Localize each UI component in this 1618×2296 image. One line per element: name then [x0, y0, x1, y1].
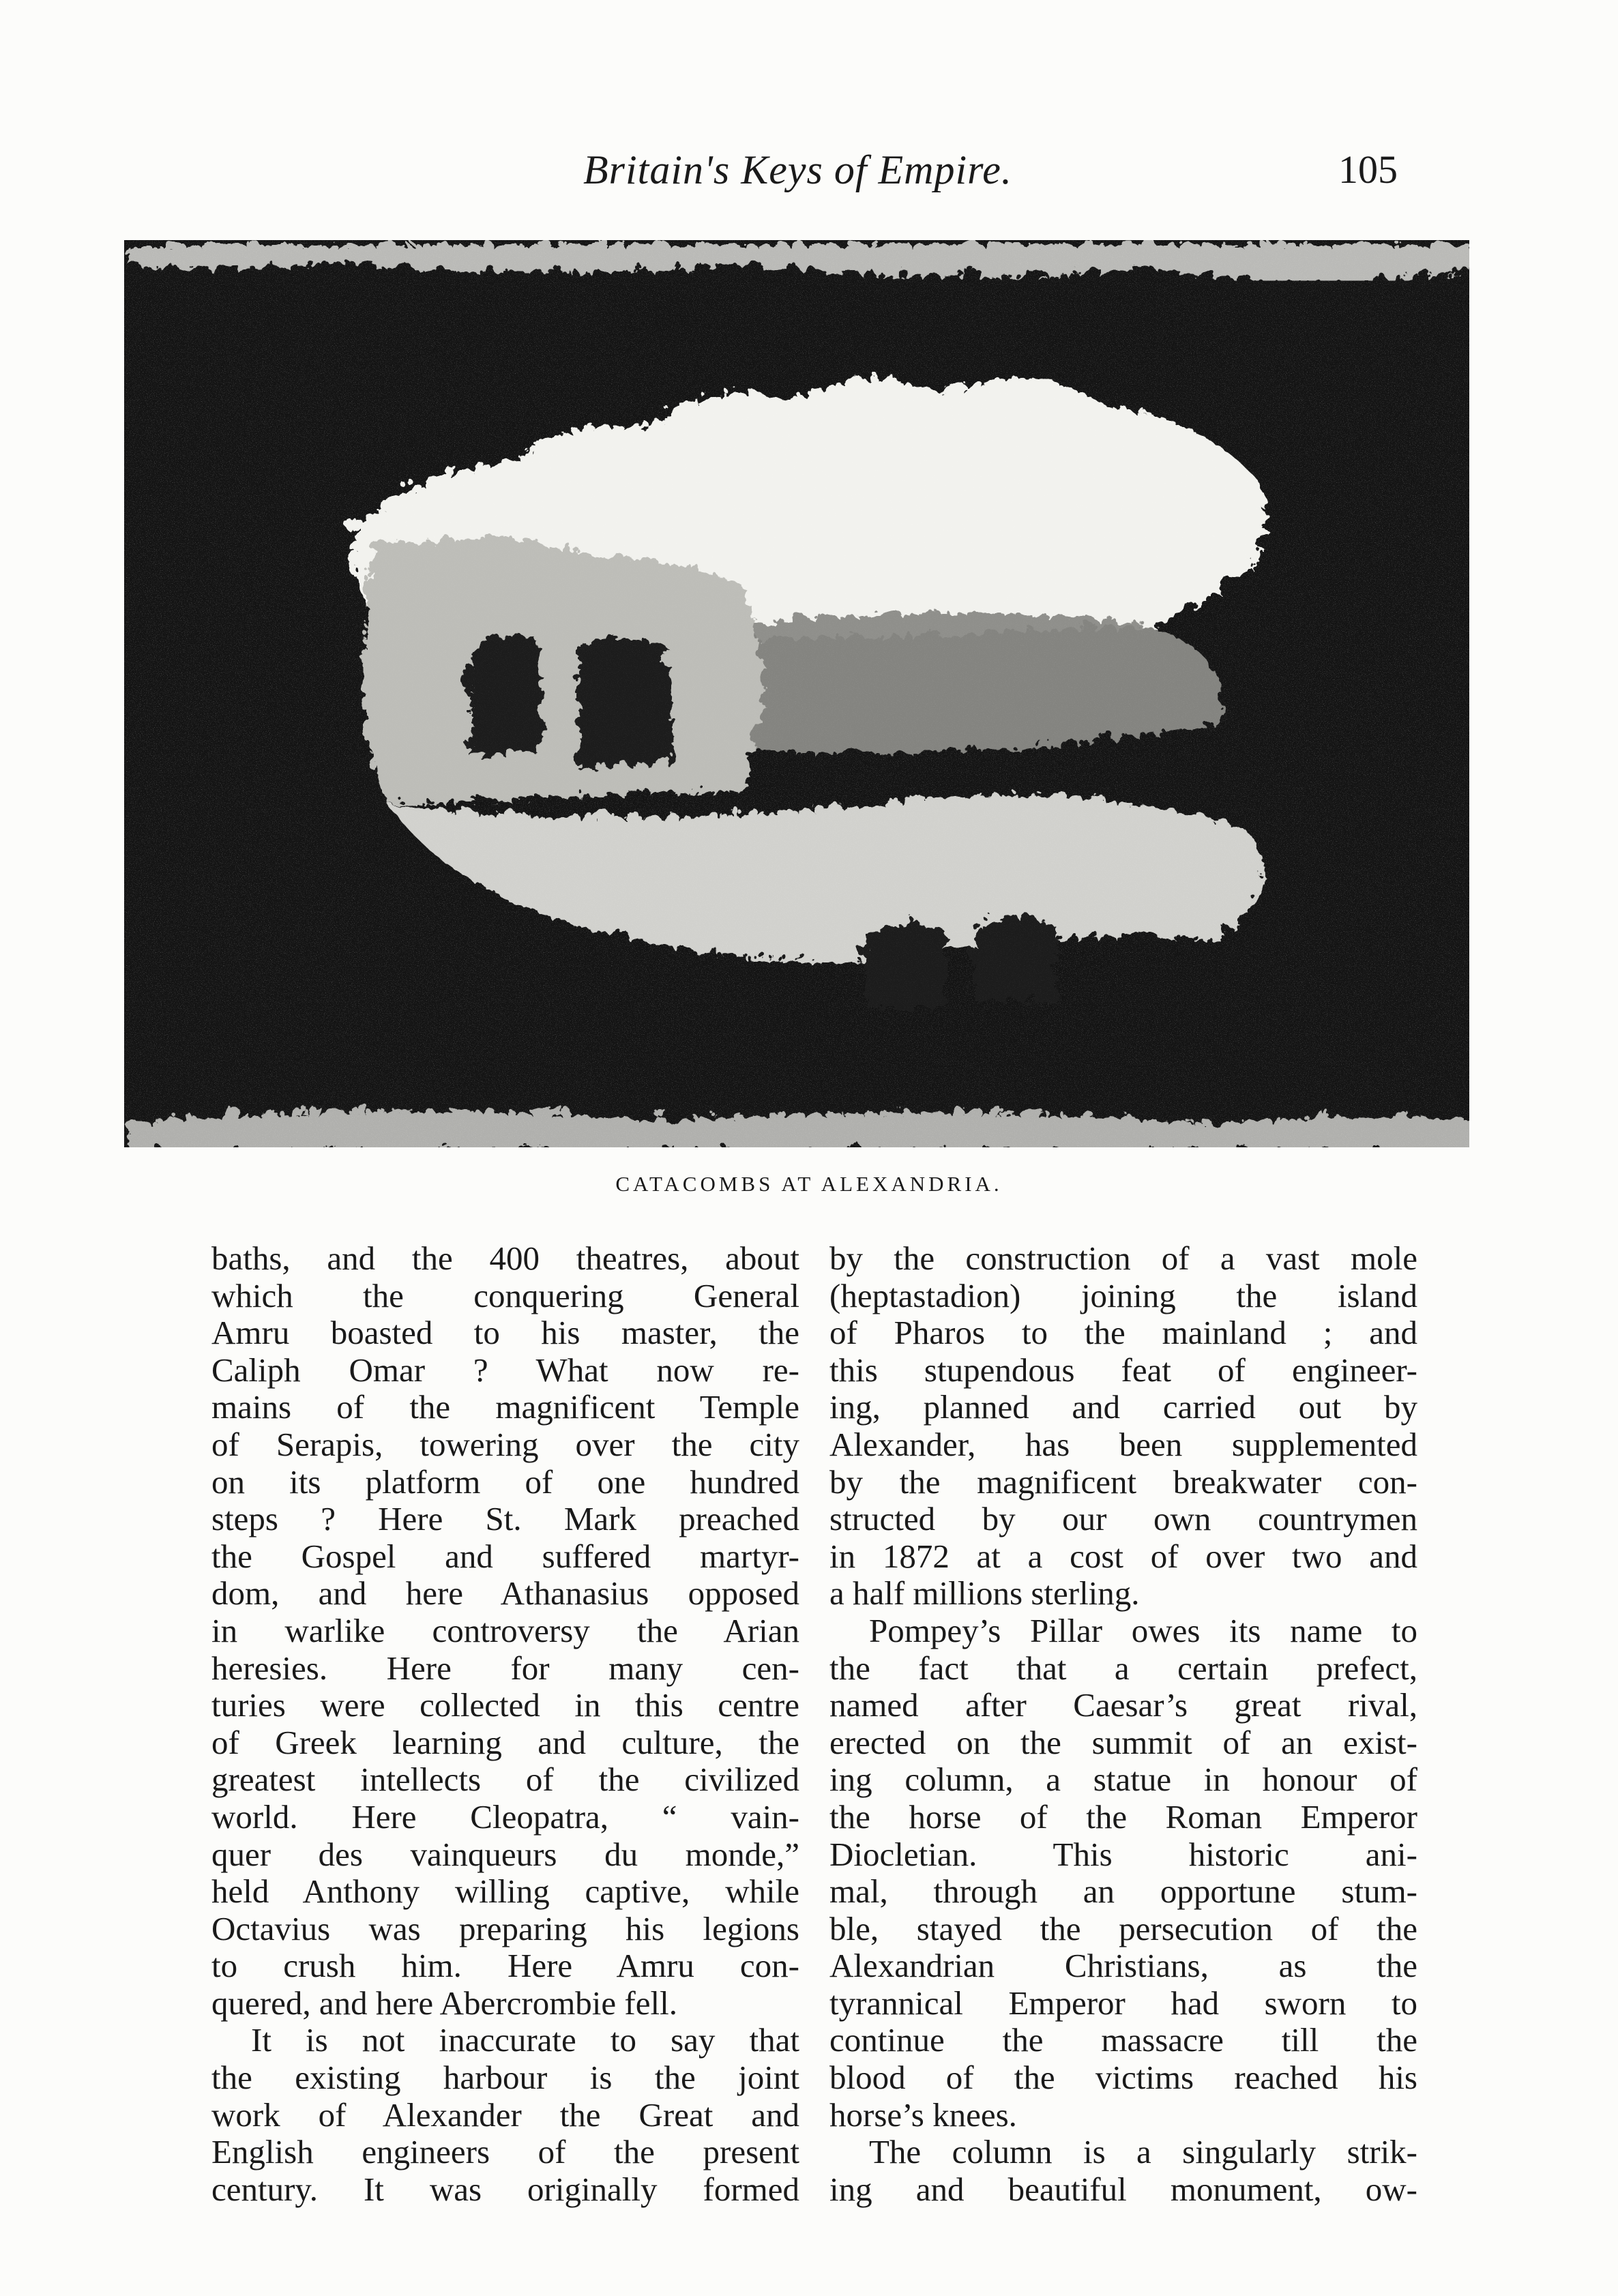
text-line: Amru boasted to his master, the: [211, 1314, 799, 1352]
text-line: Octavius was preparing his legions: [211, 1909, 799, 1947]
text-line: Alexander, has been supplemented: [829, 1425, 1417, 1463]
text-line: century. It was originally formed: [211, 2170, 799, 2208]
text-line: to crush him. Here Amru con-: [211, 1947, 799, 1985]
text-line: baths, and the 400 theatres, about: [211, 1239, 799, 1277]
text-line: blood of the victims reached his: [829, 2059, 1417, 2097]
text-line: quered, and here Abercrombie fell.: [211, 1984, 677, 2022]
running-title: Britain's Keys of Empire.: [583, 147, 1012, 192]
text-line: held Anthony willing captive, while: [211, 1872, 799, 1911]
text-line: a half millions sterling.: [829, 1574, 1140, 1613]
text-line: It is not inaccurate to say that: [251, 2021, 799, 2059]
catacombs-engraving: [124, 240, 1469, 1147]
text-line: The column is a singularly strik-: [869, 2133, 1417, 2171]
text-line: mains of the magnificent Temple: [211, 1388, 799, 1426]
text-line: in 1872 at a cost of over two and: [829, 1537, 1417, 1575]
text-line: this stupendous feat of engineer-: [829, 1351, 1417, 1389]
text-line: ing and beautiful monument, ow-: [829, 2170, 1417, 2208]
text-line: steps ? Here St. Mark preached: [211, 1500, 799, 1538]
text-line: by the construction of a vast mole: [829, 1239, 1417, 1277]
text-line: the existing harbour is the joint: [211, 2059, 799, 2097]
figure-caption: CATACOMBS AT ALEXANDRIA.: [615, 1172, 1003, 1196]
text-line: Diocletian. This historic ani-: [829, 1835, 1417, 1873]
text-line: work of Alexander the Great and: [211, 2095, 799, 2134]
text-line: mal, through an opportune stum-: [829, 1872, 1417, 1911]
text-line: the fact that a certain prefect,: [829, 1649, 1417, 1687]
text-line: in warlike controversy the Arian: [211, 1611, 799, 1649]
text-line: ble, stayed the persecution of the: [829, 1909, 1417, 1947]
right-column: [829, 1240, 1417, 2208]
page-header: [0, 147, 1618, 201]
text-line: tyrannical Emperor had sworn to: [829, 1984, 1417, 2022]
text-line: quer des vainqueurs du monde,”: [211, 1835, 799, 1873]
text-line: on its platform of one hundred: [211, 1462, 799, 1501]
text-line: heresies. Here for many cen-: [211, 1649, 799, 1687]
text-line: Caliph Omar ? What now re-: [211, 1351, 799, 1389]
text-line: turies were collected in this centre: [211, 1686, 799, 1724]
text-line: Pompey’s Pillar owes its name to: [869, 1611, 1417, 1649]
text-line: English engineers of the present: [211, 2133, 799, 2171]
text-line: named after Caesar’s great rival,: [829, 1686, 1417, 1724]
left-column: [211, 1240, 799, 2208]
text-line: the horse of the Roman Emperor: [829, 1797, 1417, 1836]
text-line: (heptastadion) joining the island: [829, 1276, 1417, 1314]
text-line: Alexandrian Christians, as the: [829, 1947, 1417, 1985]
page-number: 105: [1338, 147, 1398, 192]
text-line: continue the massacre till the: [829, 2021, 1417, 2059]
text-line: of Serapis, towering over the city: [211, 1425, 799, 1463]
text-line: erected on the summit of an exist-: [829, 1723, 1417, 1761]
text-line: world. Here Cleopatra, “ vain-: [211, 1797, 799, 1836]
text-line: horse’s knees.: [829, 2095, 1017, 2134]
text-line: of Greek learning and culture, the: [211, 1723, 799, 1761]
text-line: ing column, a statue in honour of: [829, 1761, 1417, 1799]
text-line: by the magnificent breakwater con-: [829, 1462, 1417, 1501]
text-line: the Gospel and suffered martyr-: [211, 1537, 799, 1575]
text-line: which the conquering General: [211, 1276, 799, 1314]
text-line: structed by our own countrymen: [829, 1500, 1417, 1538]
text-line: of Pharos to the mainland ; and: [829, 1314, 1417, 1352]
text-line: ing, planned and carried out by: [829, 1388, 1417, 1426]
text-line: dom, and here Athanasius opposed: [211, 1574, 799, 1613]
text-line: greatest intellects of the civilized: [211, 1761, 799, 1799]
engraving-image: [124, 240, 1469, 1147]
